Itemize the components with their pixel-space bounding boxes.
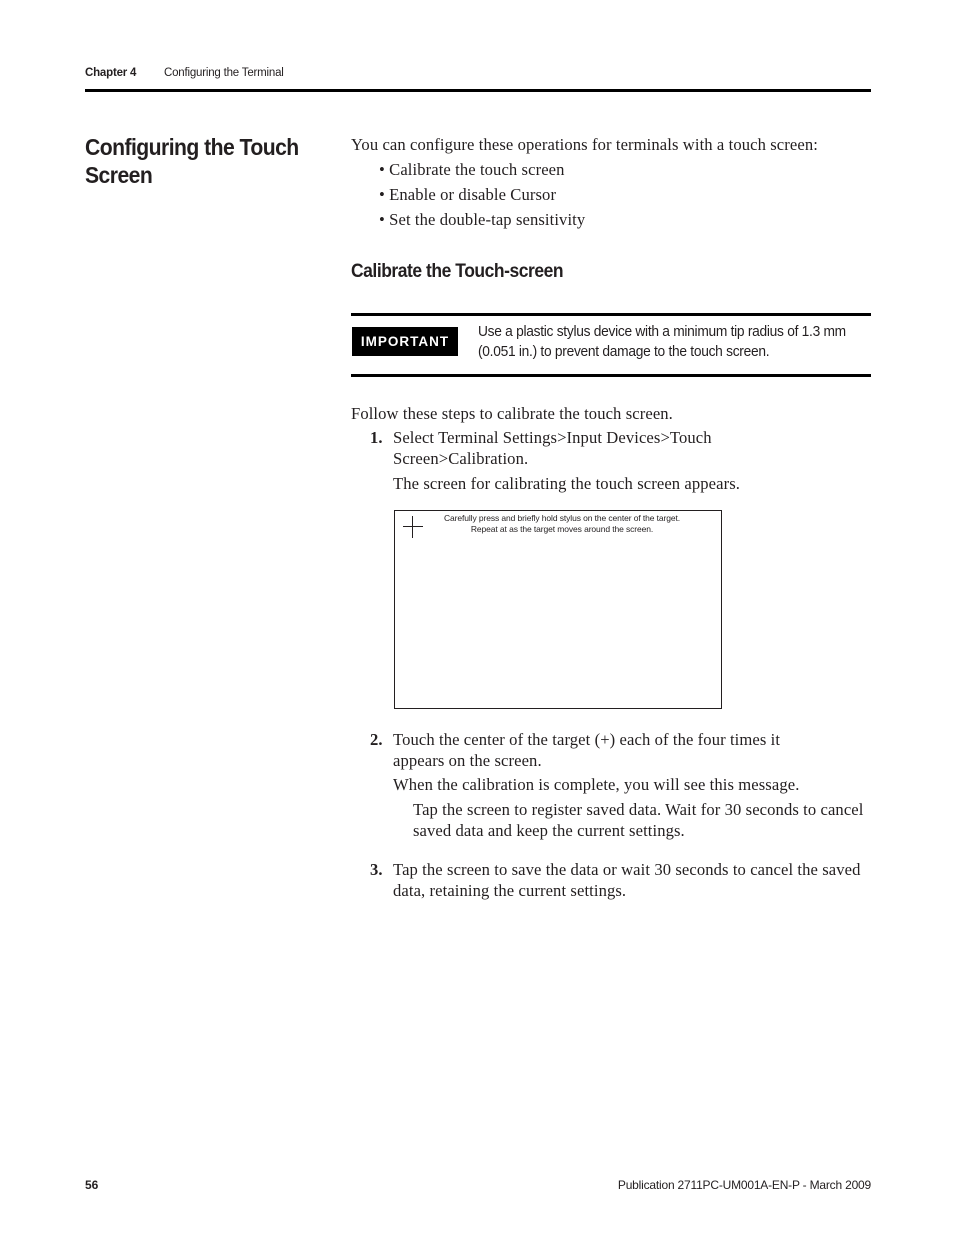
step-text: Touch the center of the target (+) each of the four times it appears on the screen.: [393, 730, 781, 770]
operations-list: [379, 159, 585, 234]
step-note: When the calibration is complete, you will see this message.: [393, 775, 800, 794]
list-item: • Set the double-tap sensitivity: [379, 210, 586, 229]
step-number: 3.: [370, 860, 383, 879]
list-item: • Calibrate the touch screen: [379, 160, 565, 179]
page-number: 56: [85, 1178, 99, 1192]
publication-info: Publication 2711PC-UM001A-EN-P - March 2009: [617, 1178, 871, 1192]
important-rule-top: [351, 313, 871, 316]
step-text: Select Terminal Settings>Input Devices>Touch Screen>Calibration.: [393, 428, 712, 468]
header-rule: [85, 89, 871, 92]
important-text: Use a plastic stylus device with a minimum tip radius of 1.3 mm (0.051 in.) to prevent damage to the touch screen.: [478, 324, 846, 360]
calibration-line-2: Repeat at as the target moves around the screen.: [470, 524, 654, 534]
header-chapter: Chapter 4: [85, 67, 137, 79]
follow-paragraph: Follow these steps to calibrate the touch screen.: [351, 404, 673, 423]
subsection-title: Calibrate the Touch-screen: [351, 261, 564, 282]
step-number: 1.: [370, 428, 383, 447]
section-title: Configuring the Touch Screen: [85, 134, 299, 188]
step-text: Tap the screen to save the data or wait 30 seconds to cancel the saved data, retaining the current settings.: [393, 860, 861, 900]
important-rule-bottom: [351, 374, 871, 377]
important-badge: IMPORTANT: [352, 327, 458, 356]
list-item: • Enable or disable Cursor: [379, 185, 557, 204]
calibration-instructions: [395, 513, 729, 535]
step-note: The screen for calibrating the touch screen appears.: [393, 474, 741, 493]
header-chapter-title: Configuring the Terminal: [164, 67, 284, 79]
intro-paragraph: You can configure these operations for terminals with a touch screen:: [351, 135, 818, 154]
calibration-line-1: Carefully press and briefly hold stylus on the center of the target.: [443, 513, 681, 523]
completion-message: Tap the screen to register saved data. Wait for 30 seconds to cancel saved data and keep the current settings.: [413, 800, 864, 840]
step-number: 2.: [370, 730, 383, 749]
calibration-screen-figure: [394, 510, 722, 709]
